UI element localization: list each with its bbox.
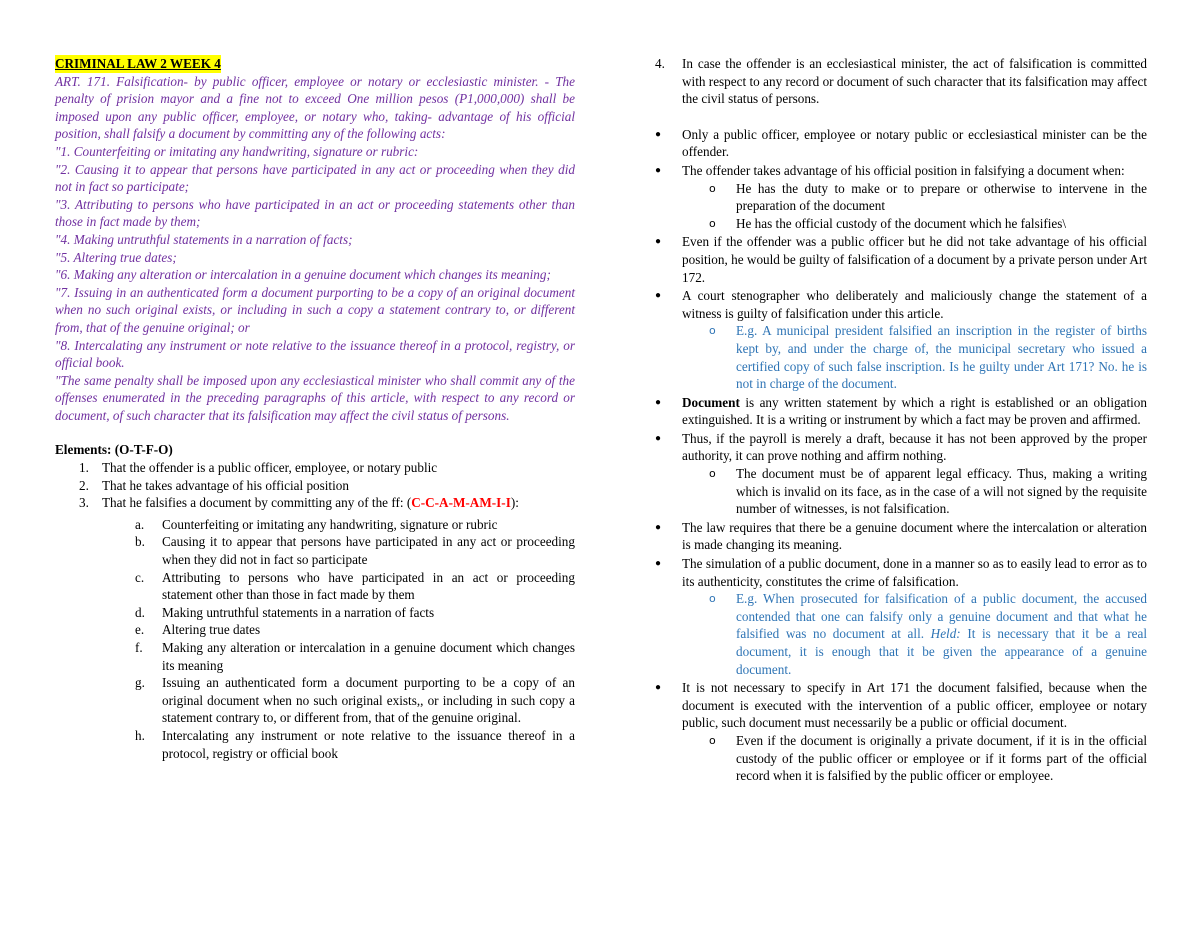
bullet-icon: ● [655,521,662,533]
list-marker: h. [135,727,145,743]
element-text [102,494,575,512]
act-text: Attributing to persons who have participated in an act or proceeding statement other than those in fact made by them [162,569,575,603]
example-sub-bullet [655,322,1147,392]
act-item [55,604,575,622]
element-item [55,459,575,477]
article-paragraph: "1. Counterfeiting or imitating any handwriting, signature or rubric: [55,143,419,159]
article-171-text [55,73,575,425]
held-label: Held: [930,626,961,642]
element-4-text: In case the offender is an ecclesiastical minister, the act of falsification is committed with respect to any record or document of such character that its falsification may affect the civil status of persons. [682,56,1147,107]
list-marker: a. [135,516,145,532]
element-3-text: That he falsifies a document by committing any of the ff: ( [102,495,412,511]
document-term: Document [682,394,740,410]
list-marker: 4. [655,56,665,71]
bullet-icon: ● [655,396,662,408]
element-text: That the offender is a public officer, employee, or notary public [102,460,438,476]
article-paragraph: "5. Altering true dates; [55,249,177,265]
list-marker: 3. [79,495,89,511]
act-text: Intercalating any instrument or note relative to the issuance thereof in a protocol, registry or official book [162,727,575,761]
note-text: The simulation of a public document, done in a manner so as to easily lead to error as to its authenticity, constitutes the crime of falsification. [682,556,1147,589]
act-item [55,621,575,639]
note-text: Even if the offender was a public officer but he did not take advantage of his official position, he would be guilty of falsification of a document by a private person under Art 172. [682,234,1147,285]
act-item [55,516,575,534]
act-text: Issuing an authenticated form a document purporting to be a copy of an original document when no such original exists,, or including in such copy a statement contrary to, or different from, that of the genuine original. [162,675,575,726]
circle-bullet-icon: o [709,324,716,338]
document-title: CRIMINAL LAW 2 WEEK 4 [55,56,221,71]
element-item-4 [655,55,1147,108]
note-bullet [655,287,1147,322]
act-item [55,674,575,727]
act-item [55,639,575,674]
note-bullet [655,233,1147,286]
sub-text: The document must be of apparent legal efficacy. Thus, making a writing which is invalid on its face, as in the case of a will not signed by the requisite number of witnesses, is not falsification. [736,466,1147,517]
bullet-icon: ● [655,128,662,140]
sub-bullet [655,180,1147,215]
example-text: E.g. A municipal president falsified an inscription in the register of births kept by, and under the charge of, the municipal secretary who issued a certified copy of such false inscription. Is he guilty under Art 171? No. he is not in charge of the document. [736,323,1147,392]
bullet-icon: ● [655,290,662,302]
note-text: Only a public officer, employee or notary public or ecclesiastical minister can be the offender. [682,126,1147,160]
list-marker: d. [135,604,145,620]
document-title-line [55,55,575,73]
note-bullet [655,162,1147,180]
bullet-icon: ● [655,236,662,248]
elements-heading: Elements: (O-T-F-O) [55,442,173,458]
bullet-icon: ● [655,164,662,176]
circle-bullet-icon: o [709,733,716,747]
act-item [55,569,575,604]
article-paragraph: "The same penalty shall be imposed upon any ecclesiastical minister who shall commit any of the offenses enumerated in the preceding paragraphs of this article, with respect to any record or document, of such character that its falsification may affect the civil status of persons. [55,372,575,423]
act-item [55,533,575,568]
example-text [736,590,1147,678]
element-3-end: ): [510,495,519,511]
article-paragraph: "2. Causing it to appear that persons have participated in any act or proceeding when they did not in fact so participate; [55,161,575,195]
list-marker: c. [135,569,145,585]
sub-text: Even if the document is originally a private document, if it is in the official custody of the public officer or employee or if it forms part of the official record when it is falsified by the public officer or employee. [736,732,1147,784]
article-paragraph: "6. Making any alteration or intercalation in a genuine document which changes its meaning; [55,267,551,283]
mnemonic-code: C-C-A-M-AM-I-I [411,495,511,511]
document-definition: is any written statement by which a right is established or an obligation extinguished. It is a writing or instrument by which a fact may be proven and affirmed. [682,394,1147,428]
list-marker: f. [135,640,143,655]
example-ruling: It is necessary that it be a real document, it is enough that it be given the appearance of a genuine document. [736,626,1147,677]
note-text: The offender takes advantage of his official position in falsifying a document when: [682,162,1125,178]
sub-bullet [655,465,1147,518]
bullet-icon: ● [655,682,662,694]
act-text: Counterfeiting or imitating any handwriting, signature or rubric [162,516,498,532]
circle-bullet-icon: o [709,181,716,195]
circle-bullet-icon: o [709,216,716,230]
bullet-icon: ● [655,432,662,444]
list-marker: b. [135,534,145,550]
bullet-icon: ● [655,558,662,570]
act-text: Making any alteration or intercalation in a genuine document which changes its meaning [162,640,575,673]
note-text: A court stenographer who deliberately and maliciously change the statement of a witness is guilty of falsification under this article. [682,288,1147,321]
left-column [55,55,575,762]
article-paragraph: ART. 171. Falsification- by public officer, employee or notary or ecclesiastic minister. - The penalty of prision mayor and a fine not to exceed One million pesos (P1,000,000) shall be imposed upon any public officer, employee, or notary who, taking- advantage of his official position, shall falsify a document by committing any of the following acts: [55,73,575,142]
note-bullet [655,519,1147,554]
example-sub-bullet [655,590,1147,678]
act-item [55,727,575,762]
circle-bullet-icon: o [709,467,716,481]
example-facts: E.g. When prosecuted for falsification of a public document, the accused contended that one can falsify only a genuine document and that what he falsified was no document at all. [736,591,1147,642]
sub-bullet [655,215,1147,233]
note-bullet [655,555,1147,590]
note-text: It is not necessary to specify in Art 171 the document falsified, because when the document is executed with the intervention of a public officer, employee or notary public, such document must necessarily be a public or official document. [682,680,1147,731]
act-text: Making untruthful statements in a narration of facts [162,604,435,620]
article-paragraph: "7. Issuing in an authenticated form a document purporting to be a copy of an original document when no such original exists, or including in such a copy a statement contrary to, or different from, that of the genuine original; or [55,284,575,335]
right-column [655,55,1147,785]
note-bullet [655,126,1147,161]
article-paragraph: "3. Attributing to persons who have participated in an act or proceeding statements other than those in fact made by them; [55,196,575,230]
list-marker: e. [135,622,145,638]
note-bullet [655,430,1147,465]
article-paragraph: "4. Making untruthful statements in a narration of facts; [55,231,353,247]
note-text [682,394,1147,429]
element-item [55,494,575,512]
circle-bullet-icon: o [709,592,716,606]
article-paragraph: "8. Intercalating any instrument or note relative to the issuance thereof in a protocol, registry, or official book. [55,337,575,371]
sub-bullet [655,732,1147,785]
list-marker: 1. [79,460,89,476]
note-text: The law requires that there be a genuine document where the intercalation or alteration is made changing its meaning. [682,519,1147,553]
act-text: Altering true dates [162,622,261,638]
note-text: Thus, if the payroll is merely a draft, because it has not been approved by the proper authority, it can prove nothing and affirm nothing. [682,430,1147,464]
element-item [55,477,575,495]
act-text: Causing it to appear that persons have participated in any act or proceeding when they did not in fact so participate [162,534,575,568]
list-marker: 2. [79,477,89,493]
note-bullet [655,394,1147,429]
note-bullet [655,679,1147,732]
sub-text: He has the official custody of the document which he falsifies\ [736,215,1067,231]
element-text: That he takes advantage of his official position [102,477,349,493]
sub-text: He has the duty to make or to prepare or otherwise to intervene in the preparation of the document [736,180,1147,214]
list-marker: g. [135,675,145,691]
